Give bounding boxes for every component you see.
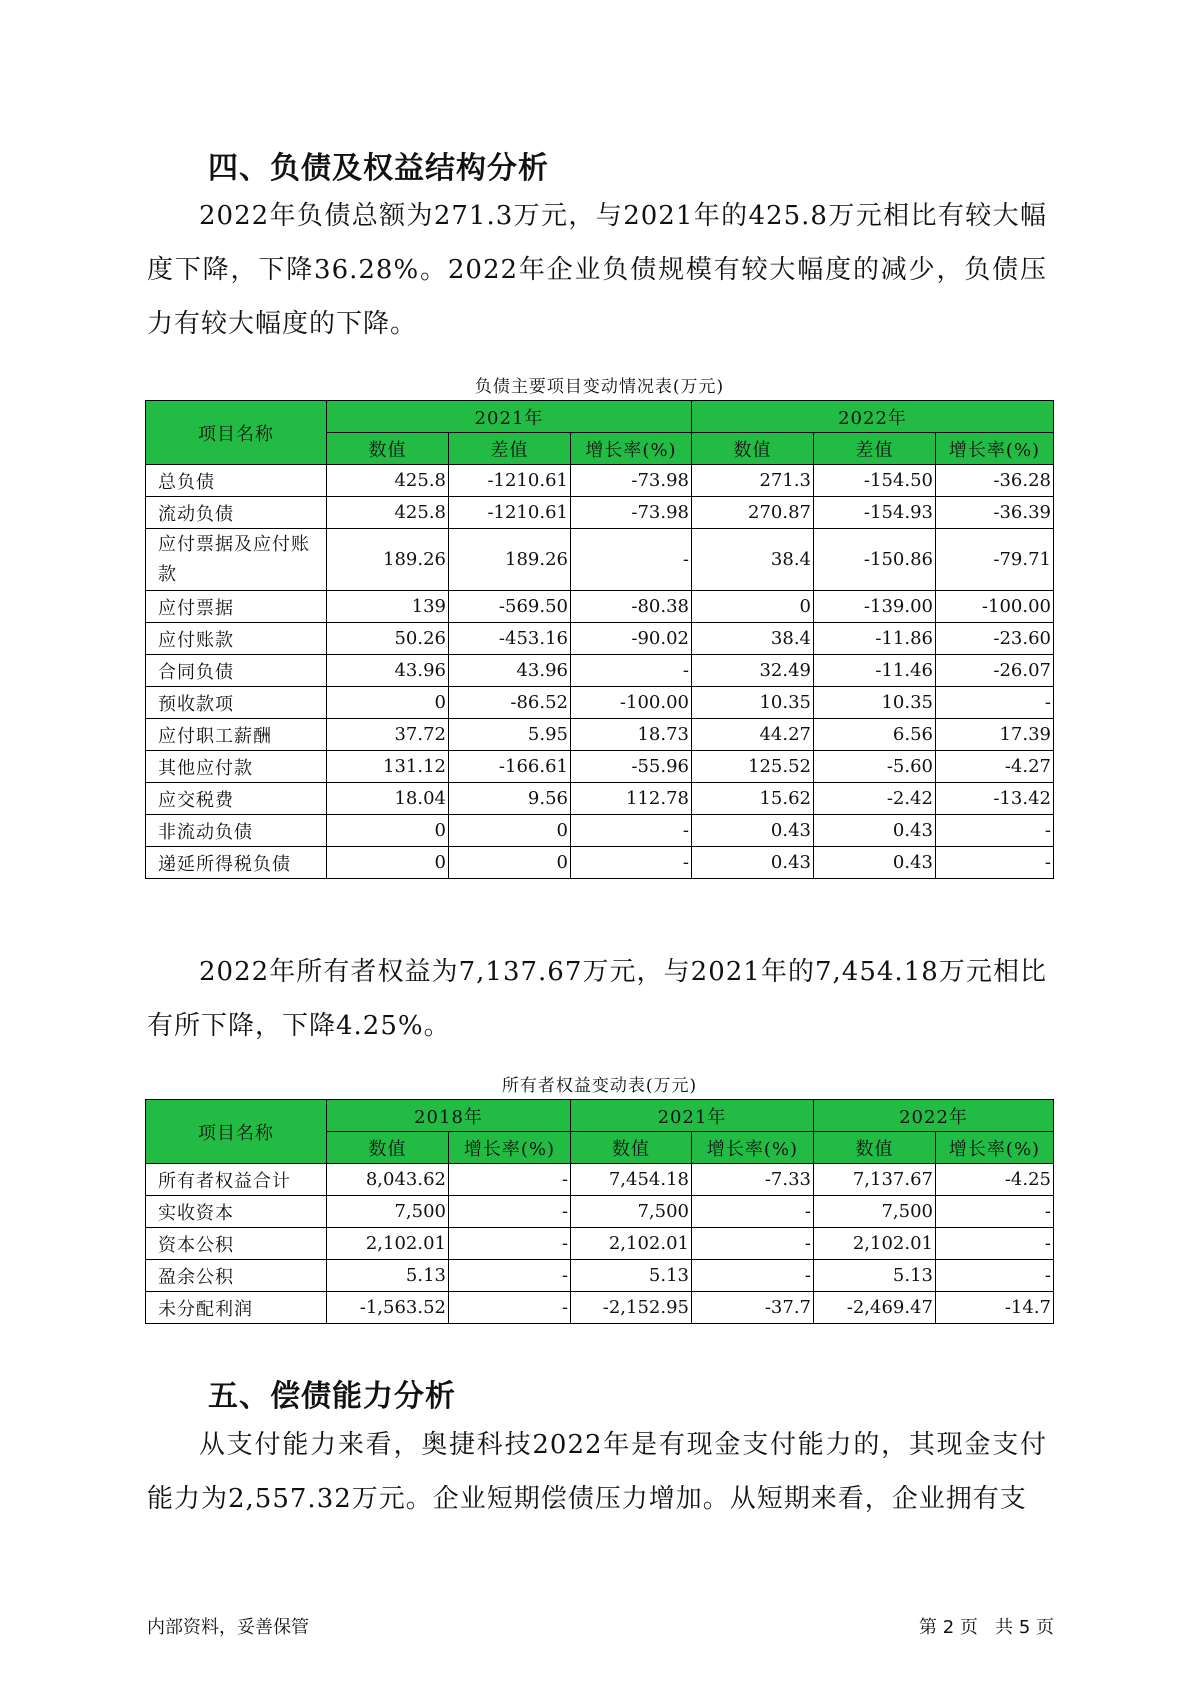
row-item-name: 预收款项 [146, 687, 327, 719]
table-caption-liabilities: 负债主要项目变动情况表(万元) [474, 377, 725, 397]
cell-g2: -36.39 [936, 497, 1054, 529]
row-item-name: 其他应付款 [146, 751, 327, 783]
table-caption-equity: 所有者权益变动表(万元) [501, 1076, 698, 1096]
table-row [146, 719, 1054, 751]
header-year-2021: 2021年 [571, 1100, 814, 1132]
cell-d2: -11.46 [814, 655, 936, 687]
cell-g2: - [936, 815, 1054, 847]
header-growth: 增长率(%) [449, 1132, 571, 1164]
cell-v2: 2,102.01 [571, 1228, 692, 1260]
cell-v2: 271.3 [692, 465, 814, 497]
cell-g1: - [449, 1260, 571, 1292]
cell-v1: 189.26 [327, 529, 449, 591]
cell-g2: -79.71 [936, 529, 1054, 591]
cell-d1: -1210.61 [449, 497, 571, 529]
cell-g2: -23.60 [936, 623, 1054, 655]
row-item-name: 应付职工薪酬 [146, 719, 327, 751]
cell-d1: 43.96 [449, 655, 571, 687]
row-item-name: 非流动负债 [146, 815, 327, 847]
cell-d1: 189.26 [449, 529, 571, 591]
header-item-name: 项目名称 [146, 1100, 327, 1164]
row-item-name: 应付票据及应付账款 [146, 529, 327, 591]
cell-g1: -73.98 [571, 465, 692, 497]
cell-d1: -1210.61 [449, 465, 571, 497]
cell-d2: 6.56 [814, 719, 936, 751]
table-row [146, 655, 1054, 687]
cell-g1: 18.73 [571, 719, 692, 751]
row-item-name: 应交税费 [146, 783, 327, 815]
cell-v1: 425.8 [327, 497, 449, 529]
cell-d1: -453.16 [449, 623, 571, 655]
table-row [146, 1196, 1054, 1228]
header-growth: 增长率(%) [571, 433, 692, 465]
table-row [146, 815, 1054, 847]
row-item-name: 资本公积 [146, 1228, 327, 1260]
cell-g1: -73.98 [571, 497, 692, 529]
cell-v1: 0 [327, 847, 449, 879]
cell-g1: - [449, 1164, 571, 1196]
cell-v2: 7,454.18 [571, 1164, 692, 1196]
cell-d1: -569.50 [449, 591, 571, 623]
cell-v1: 425.8 [327, 465, 449, 497]
cell-v1: -1,563.52 [327, 1292, 449, 1324]
table-row [146, 465, 1054, 497]
header-year-2022: 2022年 [814, 1100, 1054, 1132]
cell-g2: - [692, 1260, 814, 1292]
cell-g3: - [936, 1196, 1054, 1228]
row-item-name: 流动负债 [146, 497, 327, 529]
row-item-name: 应付账款 [146, 623, 327, 655]
cell-d2: -150.86 [814, 529, 936, 591]
cell-g1: -55.96 [571, 751, 692, 783]
cell-v2: -2,152.95 [571, 1292, 692, 1324]
cell-g2: - [936, 847, 1054, 879]
header-value: 数值 [814, 1132, 936, 1164]
cell-v3: 7,500 [814, 1196, 936, 1228]
cell-g2: -4.27 [936, 751, 1054, 783]
cell-d2: 0.43 [814, 847, 936, 879]
cell-v1: 139 [327, 591, 449, 623]
header-growth: 增长率(%) [692, 1132, 814, 1164]
cell-d2: -154.93 [814, 497, 936, 529]
row-item-name: 递延所得税负债 [146, 847, 327, 879]
cell-v2: 38.4 [692, 529, 814, 591]
cell-d2: -154.50 [814, 465, 936, 497]
table-row [146, 497, 1054, 529]
cell-v1: 2,102.01 [327, 1228, 449, 1260]
cell-g2: -7.33 [692, 1164, 814, 1196]
table-row [146, 529, 1054, 591]
header-value: 数值 [692, 433, 814, 465]
footer-page-number: 第 2 页 共 5 页 [919, 1617, 1054, 1638]
table-row [146, 1164, 1054, 1196]
header-value: 数值 [571, 1132, 692, 1164]
cell-d2: 0.43 [814, 815, 936, 847]
cell-g3: - [936, 1228, 1054, 1260]
liabilities-table [145, 400, 1054, 879]
cell-d2: -2.42 [814, 783, 936, 815]
header-year-2022: 2022年 [692, 401, 1054, 433]
cell-d1: -166.61 [449, 751, 571, 783]
cell-d2: 10.35 [814, 687, 936, 719]
cell-v1: 7,500 [327, 1196, 449, 1228]
table-row [146, 751, 1054, 783]
header-item-name: 项目名称 [146, 401, 327, 465]
cell-g3: -14.7 [936, 1292, 1054, 1324]
cell-g2: -37.7 [692, 1292, 814, 1324]
cell-d2: -11.86 [814, 623, 936, 655]
section-heading-liabilities: 四、负债及权益结构分析 [208, 151, 549, 186]
cell-v3: -2,469.47 [814, 1292, 936, 1324]
cell-g2: - [692, 1196, 814, 1228]
cell-g1: -80.38 [571, 591, 692, 623]
row-item-name: 总负债 [146, 465, 327, 497]
cell-v2: 0.43 [692, 815, 814, 847]
header-value: 数值 [327, 1132, 449, 1164]
cell-v2: 44.27 [692, 719, 814, 751]
cell-d1: 0 [449, 847, 571, 879]
section-heading-solvency: 五、偿债能力分析 [208, 1379, 456, 1414]
row-item-name: 应付票据 [146, 591, 327, 623]
cell-g1: -100.00 [571, 687, 692, 719]
row-item-name: 未分配利润 [146, 1292, 327, 1324]
row-item-name: 所有者权益合计 [146, 1164, 327, 1196]
header-value: 数值 [327, 433, 449, 465]
table-row [146, 687, 1054, 719]
cell-v1: 50.26 [327, 623, 449, 655]
cell-v1: 18.04 [327, 783, 449, 815]
row-item-name: 盈余公积 [146, 1260, 327, 1292]
cell-d1: 9.56 [449, 783, 571, 815]
cell-d2: -5.60 [814, 751, 936, 783]
table-row [146, 623, 1054, 655]
cell-g1: - [449, 1228, 571, 1260]
header-growth: 增长率(%) [936, 433, 1054, 465]
cell-v3: 5.13 [814, 1260, 936, 1292]
table-row [146, 591, 1054, 623]
table-row [146, 1292, 1054, 1324]
cell-v2: 7,500 [571, 1196, 692, 1228]
cell-v1: 43.96 [327, 655, 449, 687]
cell-g2: -13.42 [936, 783, 1054, 815]
cell-g3: - [936, 1260, 1054, 1292]
cell-v1: 0 [327, 687, 449, 719]
cell-v1: 5.13 [327, 1260, 449, 1292]
cell-v1: 131.12 [327, 751, 449, 783]
header-year-2018: 2018年 [327, 1100, 571, 1132]
cell-v1: 8,043.62 [327, 1164, 449, 1196]
cell-d1: 0 [449, 815, 571, 847]
cell-v2: 15.62 [692, 783, 814, 815]
cell-v2: 32.49 [692, 655, 814, 687]
cell-d1: 5.95 [449, 719, 571, 751]
equity-table [145, 1099, 1054, 1324]
cell-g1: - [571, 847, 692, 879]
cell-g1: - [449, 1292, 571, 1324]
table-row [146, 1260, 1054, 1292]
cell-g1: 112.78 [571, 783, 692, 815]
paragraph-liabilities-summary: 2022年负债总额为271.3万元，与2021年的425.8万元相比有较大幅度下降，下降36.28%。2022年企业负债规模有较大幅度的减少，负债压力有较大幅度的下降。 [147, 201, 1047, 339]
paragraph-equity-summary: 2022年所有者权益为7,137.67万元，与2021年的7,454.18万元相比有所下降，下降4.25%。 [147, 957, 1047, 1041]
row-item-name: 实收资本 [146, 1196, 327, 1228]
cell-g1: -90.02 [571, 623, 692, 655]
cell-v2: 10.35 [692, 687, 814, 719]
header-growth: 增长率(%) [936, 1132, 1054, 1164]
cell-g2: - [936, 687, 1054, 719]
cell-g2: - [692, 1228, 814, 1260]
cell-g2: -26.07 [936, 655, 1054, 687]
cell-v1: 37.72 [327, 719, 449, 751]
cell-g2: -36.28 [936, 465, 1054, 497]
cell-d2: -139.00 [814, 591, 936, 623]
cell-v3: 2,102.01 [814, 1228, 936, 1260]
cell-g2: -100.00 [936, 591, 1054, 623]
header-diff: 差值 [814, 433, 936, 465]
cell-g1: - [571, 655, 692, 687]
cell-v2: 38.4 [692, 623, 814, 655]
paragraph-solvency: 从支付能力来看，奥捷科技2022年是有现金支付能力的，其现金支付能力为2,557.32万元。企业短期偿债压力增加。从短期来看，企业拥有支 [147, 1430, 1047, 1514]
header-year-2021: 2021年 [327, 401, 692, 433]
cell-g3: -4.25 [936, 1164, 1054, 1196]
cell-g1: - [571, 529, 692, 591]
row-item-name: 合同负债 [146, 655, 327, 687]
header-diff: 差值 [449, 433, 571, 465]
table-row [146, 783, 1054, 815]
table-row [146, 1228, 1054, 1260]
cell-v2: 0.43 [692, 847, 814, 879]
cell-g1: - [449, 1196, 571, 1228]
cell-v2: 0 [692, 591, 814, 623]
footer-confidential-note: 内部资料，妥善保管 [147, 1617, 309, 1638]
table-row [146, 847, 1054, 879]
cell-v2: 125.52 [692, 751, 814, 783]
cell-d1: -86.52 [449, 687, 571, 719]
cell-g2: 17.39 [936, 719, 1054, 751]
cell-v1: 0 [327, 815, 449, 847]
cell-v2: 5.13 [571, 1260, 692, 1292]
cell-g1: - [571, 815, 692, 847]
cell-v2: 270.87 [692, 497, 814, 529]
cell-v3: 7,137.67 [814, 1164, 936, 1196]
